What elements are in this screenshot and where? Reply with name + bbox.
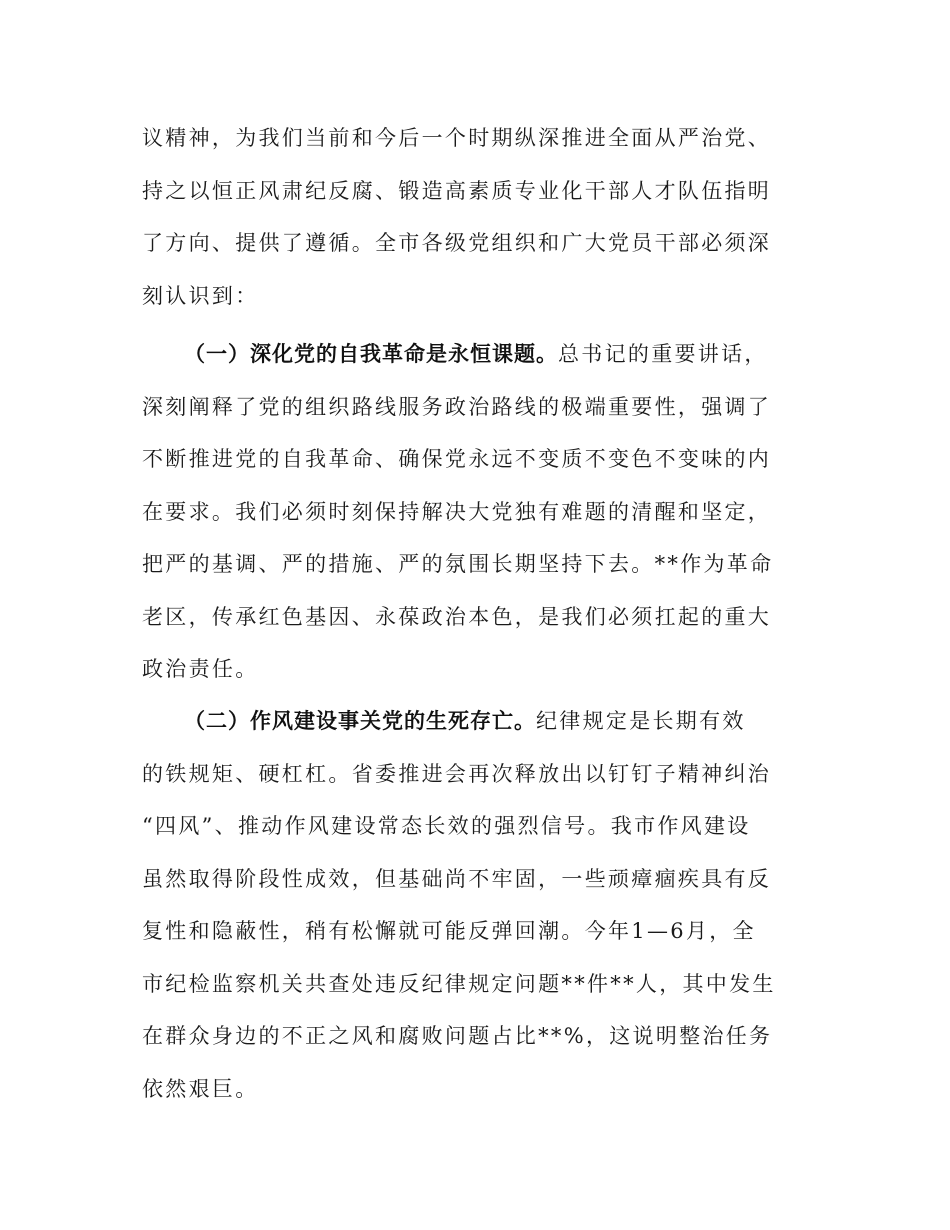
- text-line: 把严的基调、严的措施、严的氛围长期坚持下去。**作为革命: [142, 552, 774, 576]
- section-two-paragraph: [142, 695, 822, 1115]
- text-line: 在群众身边的不正之风和腐败问题占比**%，这说明整治任务: [142, 1024, 773, 1048]
- text-line: 政治责任。: [142, 657, 259, 681]
- text-line: 议精神，为我们当前和今后一个时期纵深推进全面从严治党、: [142, 126, 772, 150]
- text-line: 在要求。我们必须时刻保持解决大党独有难题的清醒和坚定，: [142, 499, 772, 524]
- text-line: 虽然取得阶段性成效，但基础尚不牢固，一些顽瘴痼疾具有反: [142, 866, 772, 891]
- text-line: 不断推进党的自我革命、确保党永远不变质不变色不变味的内: [142, 447, 772, 471]
- section-one-first-line-text: 总书记的重要讲话，: [558, 342, 768, 366]
- intro-paragraph: [142, 112, 822, 322]
- section-two-first-line: [142, 695, 822, 748]
- text-line: 老区，传承红色基因、永葆政治本色，是我们必须扛起的重大: [142, 604, 772, 629]
- section-one-paragraph: [142, 328, 822, 696]
- section-one-first-line: [142, 328, 822, 381]
- section-one-heading: （一）深化党的自我革命是永恒课题。: [184, 342, 558, 366]
- text-line: 持之以恒正风肃纪反腐、锻造高素质专业化干部人才队伍指明: [142, 178, 772, 203]
- text-line: “四风”、推动作风建设常态长效的强烈信号。我市作风建设: [142, 814, 751, 838]
- text-line: 市纪检监察机关共查处违反纪律规定问题**件**人，其中发生: [142, 971, 776, 996]
- text-line: 刻认识到：: [142, 283, 259, 308]
- text-line: 依然艰巨。: [142, 1076, 259, 1101]
- text-line: 的铁规矩、硬杠杠。省委推进会再次释放出以钉钉子精神纠治: [142, 761, 772, 786]
- text-line: 深刻阐释了党的组织路线服务政治路线的极端重要性，强调了: [142, 394, 772, 419]
- text-line: 了方向、提供了遵循。全市各级党组织和广大党员干部必须深: [142, 231, 772, 255]
- section-two-heading: （二）作风建设事关党的生死存亡。: [184, 709, 536, 733]
- section-two-first-line-text: 纪律规定是长期有效: [536, 709, 746, 733]
- text-line: 复性和隐蔽性，稍有松懈就可能反弹回潮。今年1—6月，全: [142, 919, 756, 943]
